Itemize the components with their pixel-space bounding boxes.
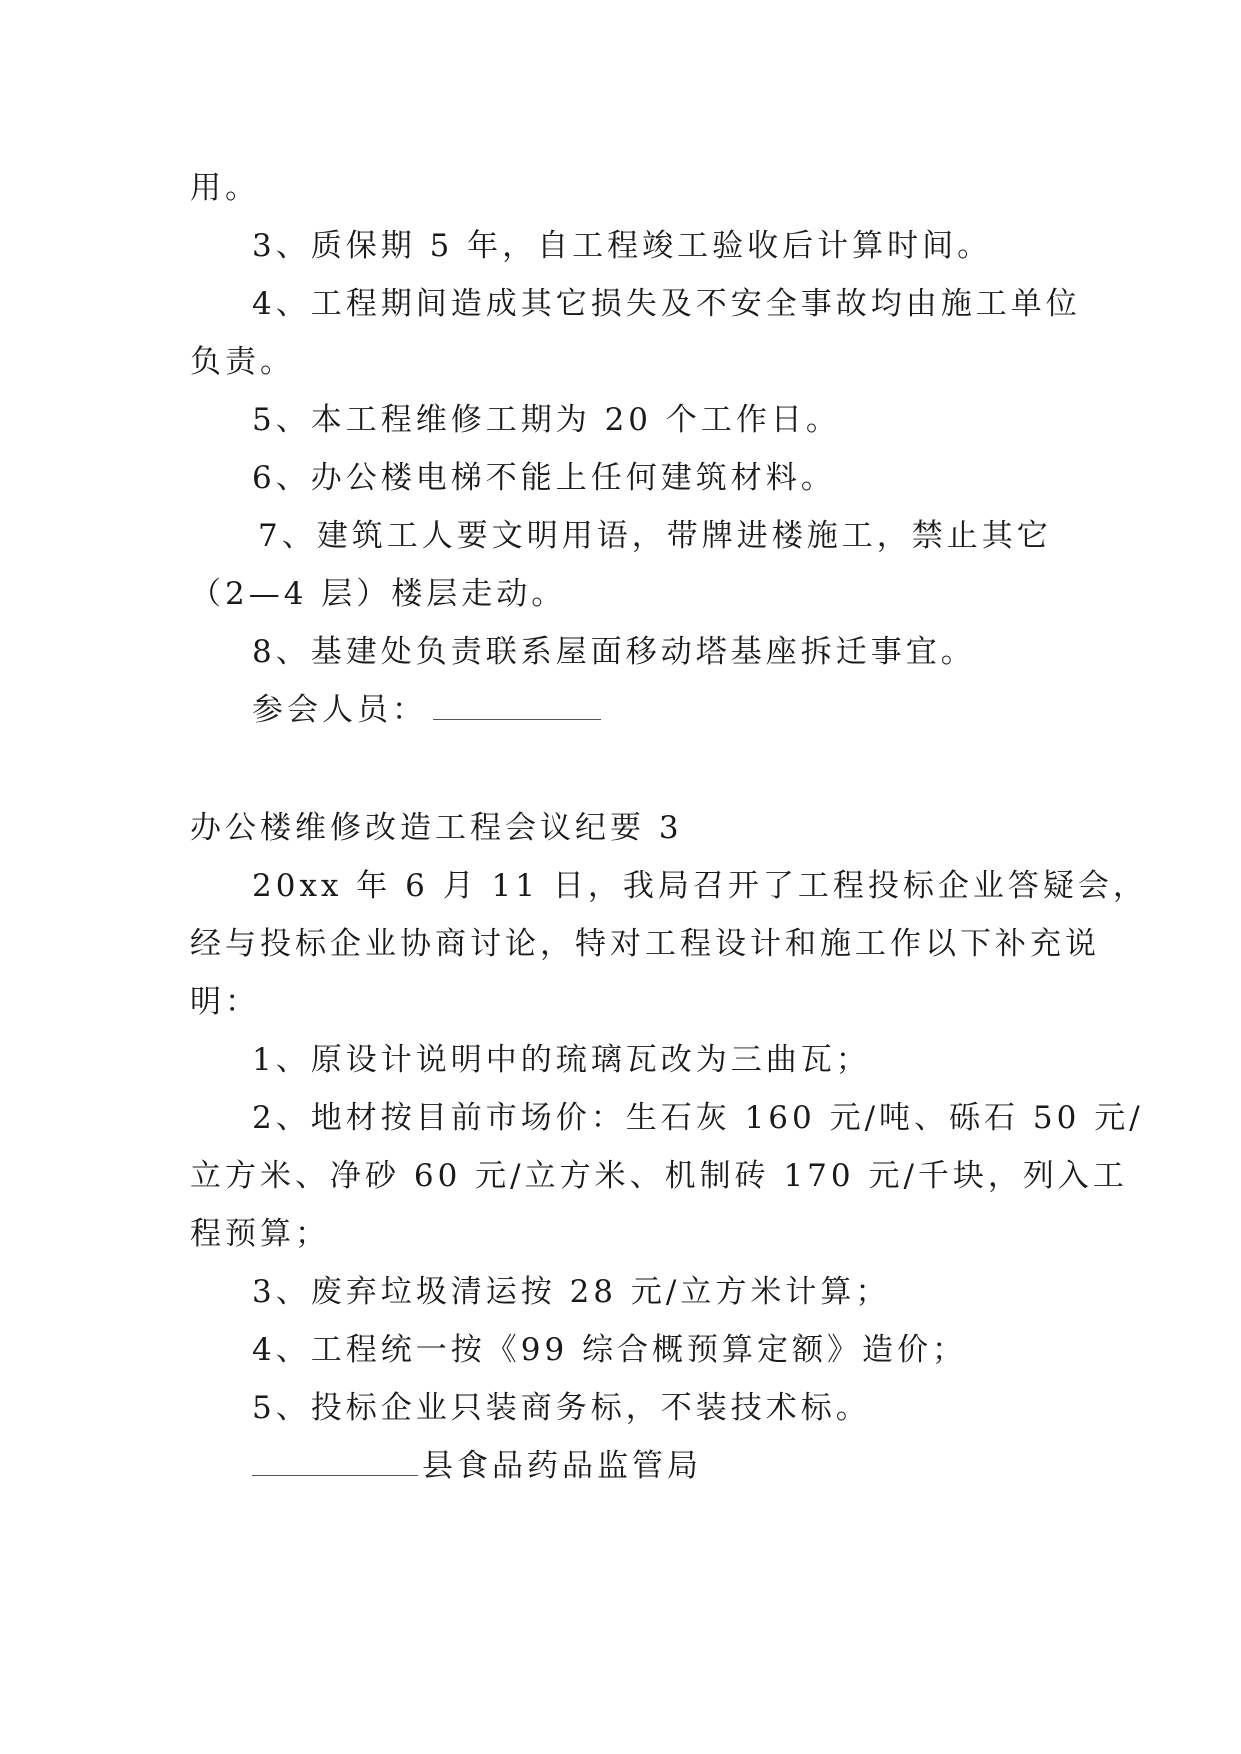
text-line: 3、废弃垃圾清运按 28 元/立方米计算； <box>252 1274 891 1310</box>
text-line: 程预算； <box>190 1216 330 1252</box>
text-line: 负责。 <box>190 344 295 380</box>
signature-line <box>252 1446 702 1486</box>
text-line: 5、投标企业只装商务标，不装技术标。 <box>252 1390 871 1426</box>
attendees-label: 参会人员： <box>252 692 427 728</box>
text-line: 4、工程期间造成其它损失及不安全事故均由施工单位 <box>252 286 1081 322</box>
text-line: 8、基建处负责联系屋面移动塔基座拆迁事宜。 <box>252 634 976 670</box>
attendees-line <box>252 690 601 730</box>
text-line: 7、建筑工人要文明用语，带牌进楼施工，禁止其它 <box>258 518 1052 554</box>
text-line: 用。 <box>190 170 260 206</box>
text-line: 经与投标企业协商讨论，特对工程设计和施工作以下补充说 <box>190 926 1100 962</box>
text-line: 6、办公楼电梯不能上任何建筑材料。 <box>252 460 836 496</box>
section-title: 办公楼维修改造工程会议纪要 3 <box>190 810 683 846</box>
text-line: 1、原设计说明中的琉璃瓦改为三曲瓦； <box>252 1042 871 1078</box>
text-line: （2—4 层）楼层走动。 <box>190 576 567 612</box>
text-line: 明： <box>190 984 260 1020</box>
text-line: 5、本工程维修工期为 20 个工作日。 <box>252 402 841 438</box>
signature-org: 县食品药品监管局 <box>422 1448 702 1484</box>
attendees-blank <box>433 693 601 720</box>
text-line: 20xx 年 6 月 11 日，我局召开了工程投标企业答疑会， <box>252 868 1148 904</box>
text-line: 4、工程统一按《99 综合概预算定额》造价； <box>252 1332 968 1368</box>
signature-blank <box>252 1449 418 1476</box>
text-line: 2、地材按目前市场价：生石灰 160 元/吨、砾石 50 元/ <box>252 1100 1144 1136</box>
text-line: 立方米、净砂 60 元/立方米、机制砖 170 元/千块，列入工 <box>190 1158 1128 1194</box>
text-line: 3、质保期 5 年，自工程竣工验收后计算时间。 <box>252 228 993 264</box>
